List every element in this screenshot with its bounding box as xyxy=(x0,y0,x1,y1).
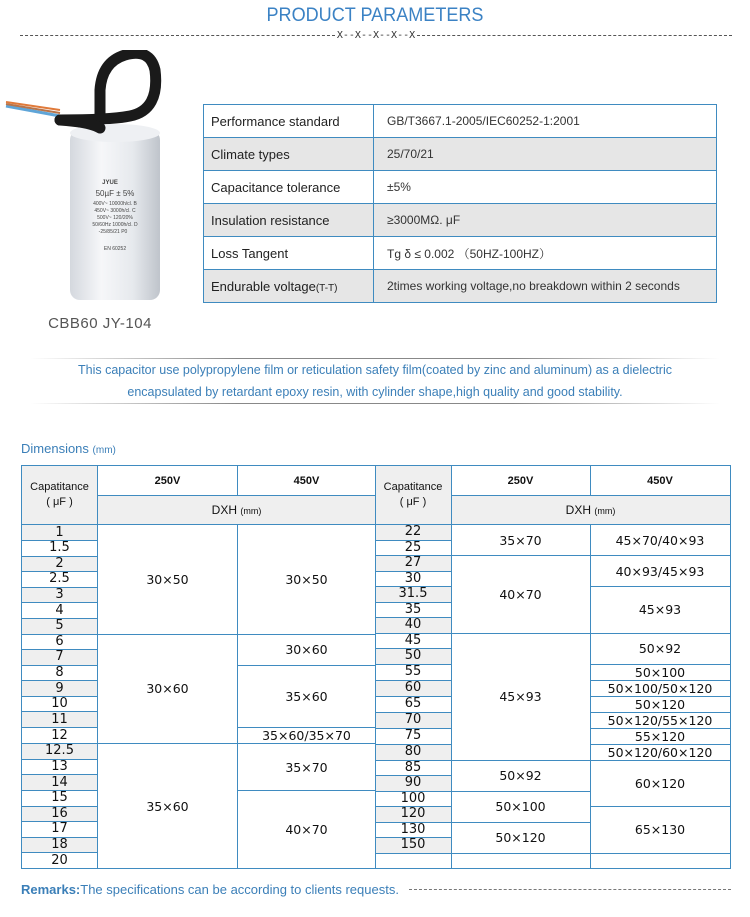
table-row xyxy=(375,853,730,869)
table-row xyxy=(375,760,730,776)
capacitance-cell: 30 xyxy=(375,571,451,587)
dimensions-title-unit: (mm) xyxy=(92,445,116,456)
label-line: 400V~ 10000h/cl. B xyxy=(93,201,137,207)
param-key: Endurable voltage xyxy=(211,278,316,294)
label-line: 450V~ 3000h/cl. C xyxy=(94,208,136,214)
param-row xyxy=(204,138,717,171)
capacitance-cell: 20 xyxy=(22,853,98,869)
description-bottom-rule xyxy=(30,403,720,404)
table-row xyxy=(375,633,730,649)
capacitance-header-line1: Capatitance xyxy=(30,481,89,494)
dimension-450v-cell: 65×130 xyxy=(590,807,730,854)
capacitance-cell: 15 xyxy=(22,790,98,806)
capacitance-cell: 70 xyxy=(375,712,451,728)
dimensions-tables xyxy=(21,465,730,869)
param-row xyxy=(204,204,717,237)
voltage-250-header: 250V xyxy=(98,466,238,496)
product-caption: CBB60 JY-104 xyxy=(48,315,152,332)
table-row xyxy=(22,525,376,541)
capacitance-header-line2: ( μF ) xyxy=(399,496,427,508)
table-row xyxy=(375,556,730,572)
param-key-cell xyxy=(204,270,374,303)
ornamental-divider xyxy=(20,28,732,42)
dimension-250v-cell: 35×70 xyxy=(451,525,590,556)
capacitance-cell: 12.5 xyxy=(22,744,98,760)
capacitance-cell: 18 xyxy=(22,837,98,853)
voltage-450-header: 450V xyxy=(590,466,730,496)
dimension-450v-cell: 60×120 xyxy=(590,760,730,807)
capacitance-cell: 1.5 xyxy=(22,540,98,556)
capacitance-cell: 7 xyxy=(22,650,98,666)
capacitance-cell: 4 xyxy=(22,603,98,619)
dimension-450v-cell: 55×120 xyxy=(590,728,730,744)
brand-label: JYUE xyxy=(102,180,118,186)
capacitance-cell: 1 xyxy=(22,525,98,541)
dimension-450v-cell: 40×93/45×93 xyxy=(590,556,730,587)
dimension-450v-cell: 50×120/55×120 xyxy=(590,712,730,728)
capacitance-header xyxy=(22,466,98,525)
param-key: Capacitance tolerance xyxy=(204,171,374,204)
label-line: 50/60Hz 1000h/cl. D xyxy=(92,222,138,228)
capacitance-cell: 100 xyxy=(375,791,451,807)
dimension-250v-cell: 50×120 xyxy=(451,822,590,853)
dimensions-table-right xyxy=(375,465,731,869)
param-row xyxy=(204,105,717,138)
description-line-1: This capacitor use polypropylene film or reticulation safety film(coated by zinc and aluminum) as a dielectric xyxy=(77,363,672,377)
dxh-header-unit: (mm) xyxy=(240,506,262,517)
capacitance-cell: 65 xyxy=(375,696,451,712)
label-line: 50µF ± 5% xyxy=(95,189,135,198)
dimension-250v-cell: 45×93 xyxy=(451,633,590,760)
param-value: 2times working voltage,no breakdown within 2 seconds xyxy=(374,270,717,303)
dimension-250v-cell: 35×60 xyxy=(98,744,238,869)
table-row xyxy=(22,634,376,650)
remarks-text: The specifications can be according to clients requests. xyxy=(80,882,399,897)
capacitance-cell: 13 xyxy=(22,759,98,775)
dimensions-table-left xyxy=(21,465,376,869)
capacitance-header xyxy=(375,466,451,525)
capacitance-cell: 2.5 xyxy=(22,572,98,588)
capacitance-cell: 17 xyxy=(22,822,98,838)
dimension-250v-cell: 30×60 xyxy=(98,634,238,744)
capacitance-cell: 85 xyxy=(375,760,451,776)
capacitance-cell: 40 xyxy=(375,618,451,634)
capacitor-image xyxy=(0,50,200,310)
capacitance-cell: 120 xyxy=(375,807,451,823)
capacitance-cell: 22 xyxy=(375,525,451,541)
capacitance-cell: 130 xyxy=(375,822,451,838)
param-value: ≥3000MΩ. μF xyxy=(374,204,717,237)
header-row xyxy=(375,466,730,496)
capacitance-header-line2: ( μF ) xyxy=(46,496,73,509)
dimension-450v-cell: 50×120 xyxy=(590,696,730,712)
capacitance-cell: 9 xyxy=(22,681,98,697)
dimension-450v-cell: 50×120/60×120 xyxy=(590,744,730,760)
capacitance-cell: 35 xyxy=(375,602,451,618)
table-row xyxy=(22,744,376,760)
dimension-450v-cell: 35×70 xyxy=(238,744,376,791)
capacitance-cell: 3 xyxy=(22,587,98,603)
capacitance-cell: 5 xyxy=(22,618,98,634)
voltage-450-header: 450V xyxy=(238,466,376,496)
dimension-450v-cell: 50×92 xyxy=(590,633,730,664)
capacitance-cell: 60 xyxy=(375,680,451,696)
dimension-450v-cell: 50×100 xyxy=(590,664,730,680)
capacitance-cell: 10 xyxy=(22,696,98,712)
param-value: ±5% xyxy=(374,171,717,204)
param-key: Loss Tangent xyxy=(204,237,374,270)
param-key: Insulation resistance xyxy=(204,204,374,237)
label-line: 500V~ 120/20% xyxy=(97,215,133,221)
param-value: Tg δ ≤ 0.002 （50HZ-100HZ） xyxy=(374,237,717,270)
param-row xyxy=(204,171,717,204)
dxh-header xyxy=(451,496,730,525)
capacitance-cell: 150 xyxy=(375,838,451,854)
dimension-250v-cell: 50×100 xyxy=(451,791,590,822)
capacitance-cell: 90 xyxy=(375,776,451,792)
remarks-dash xyxy=(409,889,731,890)
remarks-label: Remarks: xyxy=(21,882,81,897)
dimension-450v-cell: 50×100/50×120 xyxy=(590,680,730,696)
capacitance-cell: 80 xyxy=(375,744,451,760)
dxh-header xyxy=(98,496,376,525)
param-key: Performance standard xyxy=(204,105,374,138)
dimension-450v-cell: 45×93 xyxy=(590,587,730,634)
capacitance-cell: 14 xyxy=(22,775,98,791)
param-row xyxy=(204,270,717,303)
dxh-header-text: DXH xyxy=(565,503,595,517)
capacitance-cell xyxy=(375,853,451,869)
table-row xyxy=(375,525,730,541)
divider-dash-left xyxy=(20,35,335,36)
dimension-250v-cell: 50×92 xyxy=(451,760,590,791)
capacitance-cell: 27 xyxy=(375,556,451,572)
label-line: EN 60252 xyxy=(103,246,127,252)
dimension-250v-cell xyxy=(451,853,590,869)
dimension-450v-cell: 35×60 xyxy=(238,665,376,727)
parameters-table xyxy=(203,104,717,303)
capacitance-cell: 11 xyxy=(22,712,98,728)
capacitance-cell: 75 xyxy=(375,728,451,744)
capacitance-cell: 12 xyxy=(22,728,98,744)
page-title: PRODUCT PARAMETERS xyxy=(266,5,484,26)
capacitance-cell: 31.5 xyxy=(375,587,451,603)
param-row xyxy=(204,237,717,270)
dxh-header-unit: (mm) xyxy=(594,506,616,516)
description-box xyxy=(30,358,720,404)
divider-ornament: X--X--X--X--X xyxy=(336,29,416,41)
capacitance-cell: 55 xyxy=(375,664,451,680)
param-key-suffix: (T-T) xyxy=(315,282,338,294)
capacitance-cell: 50 xyxy=(375,649,451,665)
dimension-450v-cell: 30×50 xyxy=(238,525,376,634)
dxh-header-text: DXH xyxy=(211,503,241,518)
capacitance-cell: 6 xyxy=(22,634,98,650)
capacitance-cell: 8 xyxy=(22,665,98,681)
label-line: -25/85/21 P0 xyxy=(98,229,128,235)
param-value: 25/70/21 xyxy=(374,138,717,171)
header-row xyxy=(22,466,376,496)
dimensions-title-text: Dimensions xyxy=(21,441,93,456)
capacitance-cell: 45 xyxy=(375,633,451,649)
capacitance-header-line1: Capatitance xyxy=(383,481,443,493)
remarks xyxy=(21,882,731,897)
param-value: GB/T3667.1-2005/IEC60252-1:2001 xyxy=(374,105,717,138)
voltage-250-header: 250V xyxy=(451,466,590,496)
dimension-450v-cell: 35×60/35×70 xyxy=(238,728,376,744)
divider-dash-right xyxy=(417,35,732,36)
param-key: Climate types xyxy=(204,138,374,171)
dimension-250v-cell: 40×70 xyxy=(451,556,590,634)
dimensions-title xyxy=(21,441,116,456)
description-line-2: encapsulated by retardant epoxy resin, with cylinder shape,high quality and good stability. xyxy=(127,385,623,399)
capacitance-cell: 25 xyxy=(375,540,451,556)
dimension-250v-cell: 30×50 xyxy=(98,525,238,634)
capacitance-cell: 2 xyxy=(22,556,98,572)
dimension-450v-cell xyxy=(590,853,730,869)
capacitance-cell: 16 xyxy=(22,806,98,822)
dimension-450v-cell: 45×70/40×93 xyxy=(590,525,730,556)
dimension-450v-cell: 30×60 xyxy=(238,634,376,665)
dimension-450v-cell: 40×70 xyxy=(238,790,376,868)
